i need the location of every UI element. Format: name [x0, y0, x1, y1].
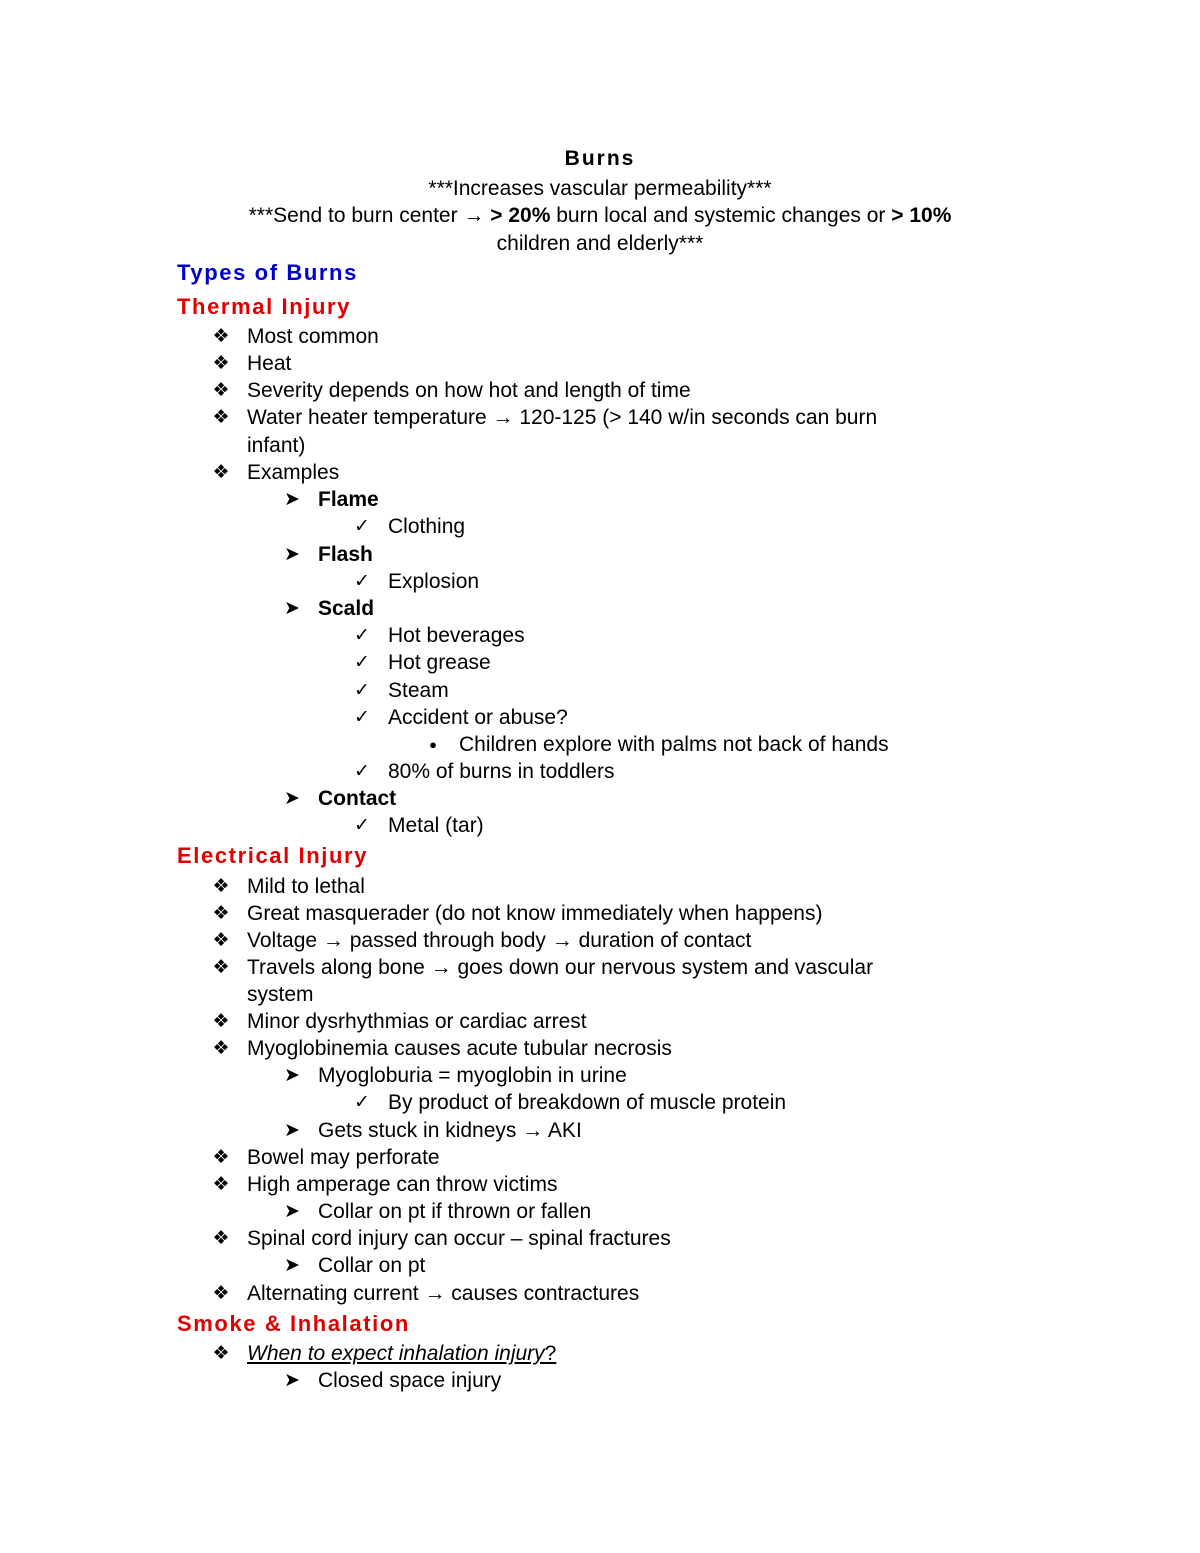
- subtitle-text: burn local and systemic changes or: [550, 204, 892, 227]
- diamond-bullet-icon: ❖: [212, 1147, 230, 1168]
- diamond-bullet-icon: ❖: [212, 1174, 230, 1195]
- arrow-icon: →: [522, 1119, 544, 1142]
- arrow-icon: →: [551, 929, 573, 952]
- check-bullet-icon: ✓: [354, 625, 370, 646]
- electrical-item: Spinal cord injury can occur – spinal fractures: [247, 1227, 671, 1250]
- check-bullet-icon: ✓: [354, 815, 370, 836]
- electrical-item-continuation: system: [247, 983, 314, 1006]
- example-flame: Flame: [318, 488, 379, 511]
- thermal-item: Severity depends on how hot and length of time: [247, 379, 691, 402]
- check-bullet-icon: ✓: [354, 652, 370, 673]
- check-bullet-icon: ✓: [354, 571, 370, 592]
- chevron-bullet-icon: ➤: [284, 598, 300, 619]
- thermal-item: Most common: [247, 325, 379, 348]
- electrical-item: High amperage can throw victims: [247, 1173, 558, 1196]
- heading-electrical-injury: Electrical Injury: [177, 843, 369, 868]
- item-text: Voltage: [247, 929, 323, 952]
- check-bullet-icon: ✓: [354, 680, 370, 701]
- item-text: Alternating current: [247, 1282, 425, 1305]
- diamond-bullet-icon: ❖: [212, 407, 230, 428]
- item-text: ?: [544, 1342, 557, 1365]
- example-detail: Clothing: [388, 515, 466, 538]
- diamond-bullet-icon: ❖: [212, 326, 230, 347]
- document-title: Burns: [564, 147, 636, 170]
- example-detail: Accident or abuse?: [388, 706, 568, 729]
- chevron-bullet-icon: ➤: [284, 544, 300, 565]
- check-bullet-icon: ✓: [354, 516, 370, 537]
- item-text: Gets stuck in kidneys: [318, 1119, 523, 1142]
- chevron-bullet-icon: ➤: [284, 1065, 300, 1086]
- check-bullet-icon: ✓: [354, 1092, 370, 1113]
- arrow-icon: →: [463, 204, 485, 227]
- diamond-bullet-icon: ❖: [212, 1283, 230, 1304]
- diamond-bullet-icon: ❖: [212, 353, 230, 374]
- subtitle-permeability: ***Increases vascular permeability***: [428, 177, 772, 200]
- electrical-item: Great masquerader (do not know immediately when happens): [247, 902, 823, 925]
- electrical-item: Mild to lethal: [247, 875, 365, 898]
- subtitle-bold-20: > 20%: [484, 204, 551, 227]
- chevron-bullet-icon: ➤: [284, 1255, 300, 1276]
- electrical-subitem: [318, 1117, 582, 1144]
- chevron-bullet-icon: ➤: [284, 489, 300, 510]
- smoke-item: [247, 1340, 556, 1367]
- example-flash: Flash: [318, 543, 373, 566]
- diamond-bullet-icon: ❖: [212, 930, 230, 951]
- electrical-subitem: Myogloburia = myoglobin in urine: [318, 1064, 627, 1087]
- thermal-item: Examples: [247, 461, 340, 484]
- diamond-bullet-icon: ❖: [212, 462, 230, 483]
- subtitle-bold-10: > 10%: [891, 204, 952, 227]
- diamond-bullet-icon: ❖: [212, 957, 230, 978]
- smoke-subitem: Closed space injury: [318, 1369, 502, 1392]
- example-subdetail: Children explore with palms not back of hands: [459, 733, 889, 756]
- item-text: passed through body: [343, 929, 552, 952]
- diamond-bullet-icon: ❖: [212, 903, 230, 924]
- electrical-subitem: Collar on pt: [318, 1254, 426, 1277]
- example-detail: Metal (tar): [388, 814, 484, 837]
- thermal-item: [247, 404, 877, 431]
- chevron-bullet-icon: ➤: [284, 1370, 300, 1391]
- diamond-bullet-icon: ❖: [212, 876, 230, 897]
- item-text: Water heater temperature: [247, 406, 493, 429]
- item-text: AKI: [543, 1119, 582, 1142]
- example-scald: Scald: [318, 597, 375, 620]
- item-text: 120-125 (> 140 w/in seconds can burn: [513, 406, 878, 429]
- heading-thermal-injury: Thermal Injury: [177, 294, 351, 319]
- chevron-bullet-icon: ➤: [284, 788, 300, 809]
- item-text: causes contractures: [445, 1282, 640, 1305]
- electrical-item: [247, 954, 873, 981]
- arrow-icon: →: [322, 929, 344, 952]
- arrow-icon: →: [424, 1282, 446, 1305]
- arrow-icon: →: [430, 956, 452, 979]
- thermal-item: Heat: [247, 352, 292, 375]
- subtitle-text: ***Send to burn center: [248, 204, 464, 227]
- item-text: duration of contact: [572, 929, 752, 952]
- diamond-bullet-icon: ❖: [212, 1343, 230, 1364]
- chevron-bullet-icon: ➤: [284, 1201, 300, 1222]
- check-bullet-icon: ✓: [354, 761, 370, 782]
- example-detail: 80% of burns in toddlers: [388, 760, 615, 783]
- subtitle-burn-center: [0, 202, 1200, 229]
- diamond-bullet-icon: ❖: [212, 1038, 230, 1059]
- electrical-item: Bowel may perforate: [247, 1146, 440, 1169]
- electrical-item: [247, 927, 751, 954]
- thermal-item-continuation: infant): [247, 434, 306, 457]
- heading-smoke-inhalation: Smoke & Inhalation: [177, 1311, 410, 1336]
- electrical-item: Minor dysrhythmias or cardiac arrest: [247, 1010, 587, 1033]
- diamond-bullet-icon: ❖: [212, 1228, 230, 1249]
- item-text: When to expect inhalation injury: [247, 1342, 545, 1365]
- heading-types-of-burns: Types of Burns: [177, 260, 358, 285]
- electrical-subdetail: By product of breakdown of muscle protein: [388, 1091, 787, 1114]
- example-detail: Explosion: [388, 570, 480, 593]
- dot-bullet-icon: ●: [429, 737, 437, 752]
- example-contact: Contact: [318, 787, 397, 810]
- subtitle-children: children and elderly***: [496, 232, 704, 255]
- diamond-bullet-icon: ❖: [212, 1011, 230, 1032]
- item-text: goes down our nervous system and vascular: [451, 956, 874, 979]
- arrow-icon: →: [492, 406, 514, 429]
- example-detail: Hot beverages: [388, 624, 525, 647]
- check-bullet-icon: ✓: [354, 707, 370, 728]
- diamond-bullet-icon: ❖: [212, 380, 230, 401]
- electrical-item: [247, 1280, 639, 1307]
- electrical-item: Myoglobinemia causes acute tubular necrosis: [247, 1037, 672, 1060]
- electrical-subitem: Collar on pt if thrown or fallen: [318, 1200, 592, 1223]
- example-detail: Hot grease: [388, 651, 491, 674]
- example-detail: Steam: [388, 679, 449, 702]
- item-text: Travels along bone: [247, 956, 431, 979]
- chevron-bullet-icon: ➤: [284, 1120, 300, 1141]
